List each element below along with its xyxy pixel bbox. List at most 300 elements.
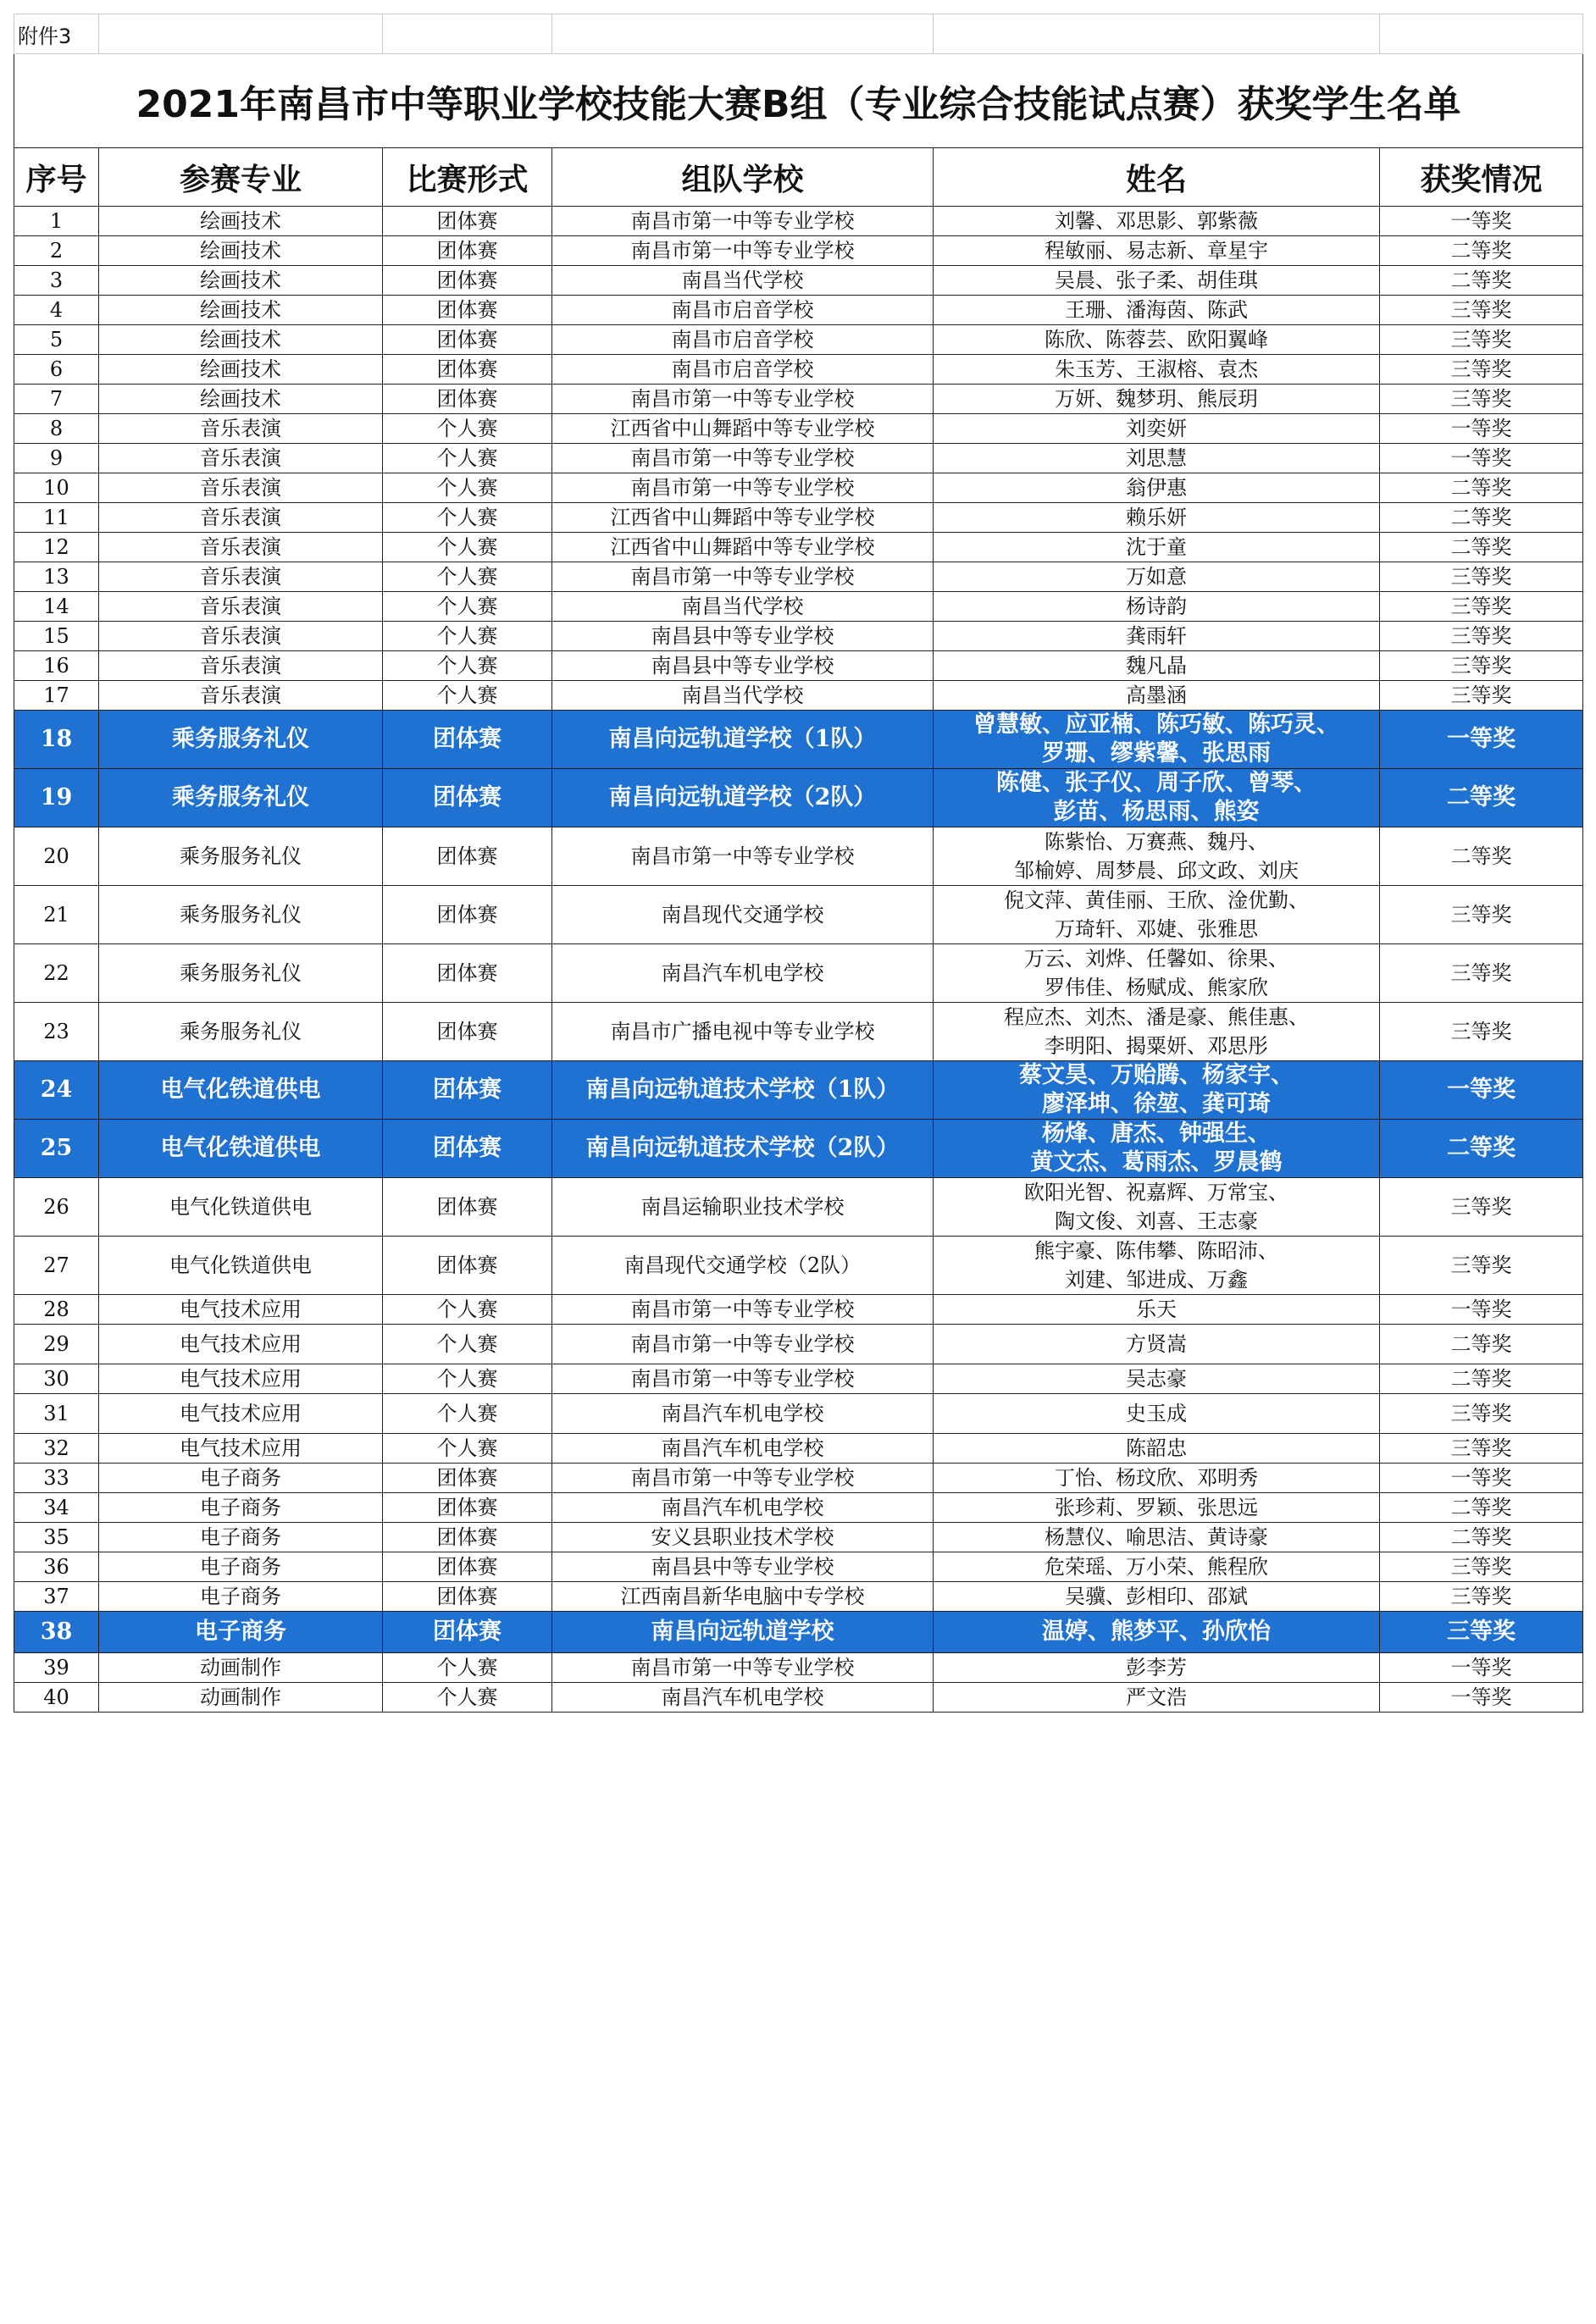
cell-names (934, 473, 1380, 503)
cell-names (934, 1612, 1380, 1653)
cell-no: 4 (14, 296, 99, 325)
cell-names (934, 711, 1380, 769)
cell-names (934, 414, 1380, 444)
cell-award: 一等奖 (1380, 1683, 1583, 1713)
table-row (14, 1061, 1583, 1120)
name-line: 黄文杰、葛雨杰、罗晨鹤 (1030, 1149, 1283, 1176)
name-line: 蔡文昊、万贻腾、杨家宇、 (1019, 1062, 1294, 1088)
name-line: 万妍、魏梦玥、熊辰玥 (1055, 387, 1258, 411)
cell-format: 个人赛 (383, 1394, 552, 1434)
cell-names (934, 533, 1380, 562)
cell-no: 21 (14, 886, 99, 944)
cell-major: 音乐表演 (99, 622, 383, 651)
table-row (14, 1653, 1583, 1683)
cell-award: 三等奖 (1380, 325, 1583, 355)
cell-major: 电子商务 (99, 1493, 383, 1523)
cell-no: 34 (14, 1493, 99, 1523)
page-title: 2021年南昌市中等职业学校技能大赛B组（专业综合技能试点赛）获奖学生名单 (14, 54, 1583, 148)
header-no: 序号 (14, 148, 99, 207)
cell-format: 团体赛 (383, 385, 552, 414)
cell-award: 二等奖 (1380, 1364, 1583, 1394)
cell-major: 电气技术应用 (99, 1295, 383, 1325)
cell-award: 二等奖 (1380, 503, 1583, 533)
name-line: 倪文萍、黄佳丽、王欣、淦优勤、 (1004, 888, 1309, 912)
cell-no: 5 (14, 325, 99, 355)
cell-names (934, 444, 1380, 473)
cell-names (934, 266, 1380, 296)
cell-school: 南昌市第一中等专业学校 (552, 444, 934, 473)
cell-major: 电气技术应用 (99, 1325, 383, 1364)
cell-award: 三等奖 (1380, 1552, 1583, 1582)
cell-award: 一等奖 (1380, 711, 1583, 769)
cell-names (934, 886, 1380, 944)
cell-award: 二等奖 (1380, 1493, 1583, 1523)
name-line: 程敏丽、易志新、章星宇 (1045, 239, 1268, 263)
cell-no: 33 (14, 1464, 99, 1493)
cell-names (934, 207, 1380, 236)
header-school: 组队学校 (552, 148, 934, 207)
cell-names (934, 1552, 1380, 1582)
cell-names (934, 1464, 1380, 1493)
cell-school: 南昌市第一中等专业学校 (552, 1653, 934, 1683)
cell-format: 个人赛 (383, 503, 552, 533)
name-line: 廖泽坤、徐堃、龚可琦 (1042, 1091, 1271, 1117)
cell-no: 31 (14, 1394, 99, 1434)
cell-no: 6 (14, 355, 99, 385)
cell-format: 个人赛 (383, 414, 552, 444)
cell-school: 南昌现代交通学校 (552, 886, 934, 944)
cell-school: 南昌运输职业技术学校 (552, 1178, 934, 1237)
cell-names (934, 1493, 1380, 1523)
cell-school: 南昌当代学校 (552, 592, 934, 622)
cell-format: 个人赛 (383, 1295, 552, 1325)
cell-major: 绘画技术 (99, 385, 383, 414)
name-line: 曾慧敏、应亚楠、陈巧敏、陈巧灵、 (973, 711, 1339, 738)
cell-school: 南昌市第一中等专业学校 (552, 1295, 934, 1325)
table-row (14, 1434, 1583, 1464)
cell-no: 25 (14, 1120, 99, 1178)
name-line: 万如意 (1126, 565, 1187, 589)
name-line: 乐天 (1136, 1298, 1177, 1321)
name-line: 罗珊、缪紫馨、张思雨 (1042, 740, 1271, 766)
cell-award: 三等奖 (1380, 1178, 1583, 1237)
award-list-sheet (14, 14, 1582, 1713)
name-line: 李明阳、揭粟妍、邓思彤 (1045, 1034, 1268, 1058)
table-row (14, 1364, 1583, 1394)
name-line: 陈健、张子仪、周子欣、曾琴、 (996, 770, 1316, 796)
cell-no: 17 (14, 681, 99, 711)
cell-format: 团体赛 (383, 236, 552, 266)
name-line: 杨慧仪、喻思洁、黄诗豪 (1045, 1525, 1268, 1549)
cell-format: 个人赛 (383, 473, 552, 503)
cell-format: 团体赛 (383, 827, 552, 886)
cell-school: 南昌县中等专业学校 (552, 1552, 934, 1582)
cell-no: 15 (14, 622, 99, 651)
cell-no: 38 (14, 1612, 99, 1653)
cell-major: 乘务服务礼仪 (99, 1003, 383, 1061)
name-line: 翁伊惠 (1126, 476, 1187, 500)
name-line: 沈于童 (1126, 535, 1187, 559)
name-line: 刘建、邹进成、万鑫 (1065, 1268, 1248, 1292)
cell-school: 南昌市第一中等专业学校 (552, 385, 934, 414)
cell-format: 团体赛 (383, 886, 552, 944)
cell-no: 32 (14, 1434, 99, 1464)
cell-format: 个人赛 (383, 592, 552, 622)
cell-format: 团体赛 (383, 1464, 552, 1493)
cell-school: 南昌向远轨道技术学校（1队） (552, 1061, 934, 1120)
name-line: 彭苗、杨思雨、熊姿 (1053, 799, 1260, 825)
cell-no: 3 (14, 266, 99, 296)
cell-format: 个人赛 (383, 1434, 552, 1464)
table-row (14, 769, 1583, 827)
cell-no: 23 (14, 1003, 99, 1061)
cell-no: 11 (14, 503, 99, 533)
name-line: 刘思慧 (1126, 446, 1187, 470)
cell-major: 乘务服务礼仪 (99, 711, 383, 769)
cell-school: 南昌市第一中等专业学校 (552, 827, 934, 886)
cell-format: 个人赛 (383, 651, 552, 681)
cell-school: 南昌向远轨道学校（1队） (552, 711, 934, 769)
table-row (14, 414, 1583, 444)
cell-format: 个人赛 (383, 562, 552, 592)
header-award: 获奖情况 (1380, 148, 1583, 207)
name-line: 刘奕妍 (1126, 417, 1187, 440)
table-row (14, 533, 1583, 562)
cell-format: 个人赛 (383, 681, 552, 711)
table-row (14, 1295, 1583, 1325)
cell-award: 一等奖 (1380, 414, 1583, 444)
cell-major: 乘务服务礼仪 (99, 886, 383, 944)
table-row (14, 207, 1583, 236)
cell-award: 一等奖 (1380, 207, 1583, 236)
name-line: 危荣瑶、万小荣、熊程欣 (1045, 1555, 1268, 1579)
name-line: 陈韶忠 (1126, 1436, 1187, 1460)
table-row (14, 1523, 1583, 1552)
cell-school: 南昌市启音学校 (552, 355, 934, 385)
table-row (14, 473, 1583, 503)
name-line: 史玉成 (1126, 1402, 1187, 1425)
cell-names (934, 827, 1380, 886)
cell-major: 绘画技术 (99, 296, 383, 325)
cell-award: 二等奖 (1380, 769, 1583, 827)
cell-award: 三等奖 (1380, 681, 1583, 711)
cell-format: 团体赛 (383, 296, 552, 325)
cell-school: 南昌市第一中等专业学校 (552, 207, 934, 236)
cell-no: 14 (14, 592, 99, 622)
cell-no: 10 (14, 473, 99, 503)
cell-format: 团体赛 (383, 944, 552, 1003)
cell-format: 个人赛 (383, 533, 552, 562)
cell-school: 南昌向远轨道学校（2队） (552, 769, 934, 827)
cell-format: 团体赛 (383, 1523, 552, 1552)
cell-school: 南昌汽车机电学校 (552, 1394, 934, 1434)
cell-award: 二等奖 (1380, 1325, 1583, 1364)
cell-no: 8 (14, 414, 99, 444)
cell-major: 音乐表演 (99, 651, 383, 681)
cell-school: 南昌市启音学校 (552, 325, 934, 355)
cell-names (934, 1237, 1380, 1295)
cell-award: 二等奖 (1380, 266, 1583, 296)
table-row (14, 711, 1583, 769)
cell-no: 29 (14, 1325, 99, 1364)
cell-award: 一等奖 (1380, 444, 1583, 473)
table-row (14, 592, 1583, 622)
title-row (14, 54, 1583, 148)
cell-names (934, 503, 1380, 533)
cell-no: 13 (14, 562, 99, 592)
cell-major: 电气化铁道供电 (99, 1120, 383, 1178)
cell-award: 三等奖 (1380, 562, 1583, 592)
cell-award: 一等奖 (1380, 1653, 1583, 1683)
name-line: 邹榆婷、周梦晨、邱文政、刘庆 (1014, 859, 1299, 883)
table-row (14, 651, 1583, 681)
cell-award: 二等奖 (1380, 1523, 1583, 1552)
cell-school: 南昌市第一中等专业学校 (552, 1325, 934, 1364)
cell-names (934, 1523, 1380, 1552)
cell-names (934, 1394, 1380, 1434)
table-row (14, 1612, 1583, 1653)
cell-school: 南昌当代学校 (552, 266, 934, 296)
name-line: 严文浩 (1126, 1685, 1187, 1709)
cell-no: 16 (14, 651, 99, 681)
cell-no: 20 (14, 827, 99, 886)
name-line: 罗伟佳、杨赋成、熊家欣 (1045, 976, 1268, 999)
cell-names (934, 681, 1380, 711)
cell-names (934, 385, 1380, 414)
cell-school: 江西南昌新华电脑中专学校 (552, 1582, 934, 1612)
cell-names (934, 944, 1380, 1003)
cell-format: 团体赛 (383, 1061, 552, 1120)
name-line: 张珍莉、罗颖、张思远 (1055, 1496, 1258, 1519)
cell-school: 南昌市第一中等专业学校 (552, 473, 934, 503)
cell-format: 团体赛 (383, 1552, 552, 1582)
cell-award: 一等奖 (1380, 1464, 1583, 1493)
table-row (14, 355, 1583, 385)
table-row (14, 385, 1583, 414)
cell-school: 南昌汽车机电学校 (552, 1434, 934, 1464)
cell-format: 团体赛 (383, 711, 552, 769)
cell-school: 南昌汽车机电学校 (552, 1493, 934, 1523)
cell-major: 绘画技术 (99, 325, 383, 355)
cell-no: 12 (14, 533, 99, 562)
table-row (14, 1394, 1583, 1434)
cell-no: 36 (14, 1552, 99, 1582)
cell-format: 团体赛 (383, 1612, 552, 1653)
attachment-label: 附件3 (14, 14, 99, 54)
cell-no: 27 (14, 1237, 99, 1295)
cell-major: 电气化铁道供电 (99, 1237, 383, 1295)
cell-award: 三等奖 (1380, 1003, 1583, 1061)
cell-school: 南昌当代学校 (552, 681, 934, 711)
name-line: 陈紫怡、万赛燕、魏丹、 (1045, 830, 1268, 854)
cell-names (934, 1325, 1380, 1364)
cell-school: 南昌汽车机电学校 (552, 1683, 934, 1713)
table-row (14, 1464, 1583, 1493)
table-row (14, 1582, 1583, 1612)
cell-no: 26 (14, 1178, 99, 1237)
cell-award: 三等奖 (1380, 1434, 1583, 1464)
cell-school: 南昌现代交通学校（2队） (552, 1237, 934, 1295)
cell-major: 电气技术应用 (99, 1364, 383, 1394)
cell-names (934, 236, 1380, 266)
award-table (14, 14, 1583, 1713)
cell-no: 22 (14, 944, 99, 1003)
table-row (14, 1178, 1583, 1237)
cell-no: 9 (14, 444, 99, 473)
name-line: 丁怡、杨玟欣、邓明秀 (1055, 1466, 1258, 1490)
cell-major: 音乐表演 (99, 533, 383, 562)
table-row (14, 1325, 1583, 1364)
cell-major: 音乐表演 (99, 562, 383, 592)
cell-no: 28 (14, 1295, 99, 1325)
cell-names (934, 592, 1380, 622)
cell-major: 电子商务 (99, 1552, 383, 1582)
cell-major: 乘务服务礼仪 (99, 944, 383, 1003)
name-line: 吴骥、彭相印、邵斌 (1065, 1585, 1248, 1608)
cell-school: 南昌县中等专业学校 (552, 651, 934, 681)
cell-school: 南昌市第一中等专业学校 (552, 562, 934, 592)
cell-award: 三等奖 (1380, 296, 1583, 325)
cell-names (934, 1120, 1380, 1178)
table-row (14, 1552, 1583, 1582)
table-row (14, 1493, 1583, 1523)
cell-names (934, 1178, 1380, 1237)
cell-format: 个人赛 (383, 1325, 552, 1364)
header-row (14, 148, 1583, 207)
cell-major: 绘画技术 (99, 266, 383, 296)
cell-award: 三等奖 (1380, 355, 1583, 385)
name-line: 万云、刘烨、任馨如、徐果、 (1024, 947, 1288, 971)
table-row (14, 444, 1583, 473)
cell-award: 三等奖 (1380, 592, 1583, 622)
name-line: 彭李芳 (1126, 1656, 1187, 1679)
cell-names (934, 296, 1380, 325)
cell-format: 个人赛 (383, 1364, 552, 1394)
cell-award: 一等奖 (1380, 1295, 1583, 1325)
cell-no: 7 (14, 385, 99, 414)
table-row (14, 827, 1583, 886)
table-row (14, 1120, 1583, 1178)
cell-major: 音乐表演 (99, 444, 383, 473)
cell-award: 三等奖 (1380, 1612, 1583, 1653)
cell-award: 一等奖 (1380, 1061, 1583, 1120)
cell-award: 二等奖 (1380, 473, 1583, 503)
name-line: 杨诗韵 (1126, 595, 1187, 618)
cell-major: 音乐表演 (99, 473, 383, 503)
cell-names (934, 1003, 1380, 1061)
cell-format: 团体赛 (383, 1120, 552, 1178)
cell-no: 18 (14, 711, 99, 769)
name-line: 陈欣、陈蓉芸、欧阳翼峰 (1045, 328, 1268, 351)
cell-names (934, 1653, 1380, 1683)
cell-names (934, 1582, 1380, 1612)
name-line: 吴晨、张子柔、胡佳琪 (1055, 268, 1258, 292)
cell-major: 电气化铁道供电 (99, 1061, 383, 1120)
cell-format: 个人赛 (383, 1653, 552, 1683)
cell-names (934, 1434, 1380, 1464)
table-row (14, 266, 1583, 296)
cell-names (934, 1295, 1380, 1325)
cell-format: 团体赛 (383, 355, 552, 385)
cell-major: 乘务服务礼仪 (99, 827, 383, 886)
cell-school: 江西省中山舞蹈中等专业学校 (552, 533, 934, 562)
name-line: 方贤嵩 (1126, 1332, 1187, 1356)
name-line: 吴志豪 (1126, 1367, 1187, 1391)
cell-award: 二等奖 (1380, 1120, 1583, 1178)
cell-names (934, 1683, 1380, 1713)
name-line: 王珊、潘海茵、陈武 (1065, 298, 1248, 322)
name-line: 欧阳光智、祝嘉辉、万常宝、 (1024, 1181, 1288, 1204)
cell-format: 团体赛 (383, 1582, 552, 1612)
table-row (14, 1003, 1583, 1061)
cell-no: 37 (14, 1582, 99, 1612)
cell-school: 南昌向远轨道学校 (552, 1612, 934, 1653)
cell-major: 电气技术应用 (99, 1434, 383, 1464)
header-names: 姓名 (934, 148, 1380, 207)
cell-major: 音乐表演 (99, 592, 383, 622)
cell-major: 电子商务 (99, 1582, 383, 1612)
cell-school: 南昌市启音学校 (552, 296, 934, 325)
name-line: 高墨涵 (1126, 683, 1187, 707)
cell-award: 三等奖 (1380, 651, 1583, 681)
name-line: 杨烽、唐杰、钟强生、 (1042, 1120, 1271, 1147)
cell-award: 三等奖 (1380, 1582, 1583, 1612)
cell-award: 二等奖 (1380, 533, 1583, 562)
name-line: 熊宇豪、陈伟攀、陈昭沛、 (1034, 1239, 1278, 1263)
cell-award: 三等奖 (1380, 886, 1583, 944)
name-line: 程应杰、刘杰、潘是豪、熊佳惠、 (1004, 1005, 1309, 1029)
cell-school: 南昌县中等专业学校 (552, 622, 934, 651)
cell-award: 三等奖 (1380, 1394, 1583, 1434)
table-row (14, 296, 1583, 325)
cell-award: 二等奖 (1380, 236, 1583, 266)
header-major: 参赛专业 (99, 148, 383, 207)
cell-school: 南昌市第一中等专业学校 (552, 236, 934, 266)
cell-no: 24 (14, 1061, 99, 1120)
cell-no: 35 (14, 1523, 99, 1552)
name-line: 万琦轩、邓婕、张雅思 (1055, 917, 1258, 941)
cell-award: 二等奖 (1380, 827, 1583, 886)
cell-names (934, 622, 1380, 651)
cell-names (934, 355, 1380, 385)
cell-school: 南昌市广播电视中等专业学校 (552, 1003, 934, 1061)
cell-award: 三等奖 (1380, 385, 1583, 414)
cell-major: 电子商务 (99, 1523, 383, 1552)
table-row (14, 503, 1583, 533)
cell-major: 绘画技术 (99, 207, 383, 236)
table-row (14, 886, 1583, 944)
cell-major: 动画制作 (99, 1653, 383, 1683)
table-row (14, 1683, 1583, 1713)
cell-no: 1 (14, 207, 99, 236)
cell-major: 乘务服务礼仪 (99, 769, 383, 827)
cell-award: 三等奖 (1380, 622, 1583, 651)
cell-names (934, 325, 1380, 355)
cell-format: 团体赛 (383, 1178, 552, 1237)
name-line: 龚雨轩 (1126, 624, 1187, 648)
name-line: 陶文俊、刘喜、王志豪 (1055, 1209, 1258, 1233)
cell-format: 团体赛 (383, 1003, 552, 1061)
table-row (14, 1237, 1583, 1295)
cell-names (934, 769, 1380, 827)
cell-no: 30 (14, 1364, 99, 1394)
table-row (14, 622, 1583, 651)
cell-major: 绘画技术 (99, 236, 383, 266)
name-line: 赖乐妍 (1126, 506, 1187, 529)
cell-award: 三等奖 (1380, 944, 1583, 1003)
table-row (14, 325, 1583, 355)
cell-major: 绘画技术 (99, 355, 383, 385)
